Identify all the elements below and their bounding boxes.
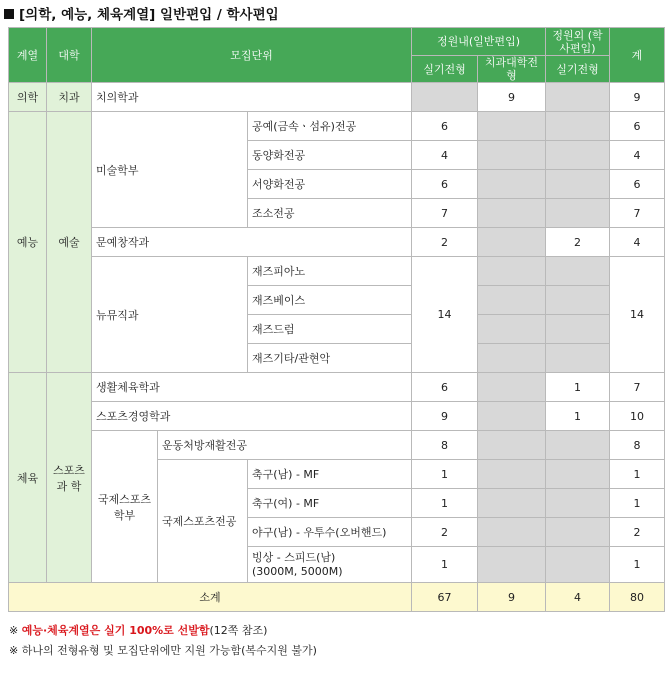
note-1-highlight: 예능·체육계열은 실기 100%로 선발함: [21, 624, 210, 637]
cell-empty: [546, 460, 610, 489]
cell-total: 8: [610, 431, 665, 460]
header-dental: 치과대학전형: [478, 56, 546, 83]
cell-empty: [478, 112, 546, 141]
cell-practical: 4: [412, 141, 478, 170]
subtotal-practical: 67: [412, 583, 478, 612]
cell-total: 4: [610, 228, 665, 257]
cell-practical: 2: [412, 518, 478, 547]
major-name: 서양화전공: [248, 170, 412, 199]
cell-practical: 9: [412, 402, 478, 431]
cell-practical: 6: [412, 170, 478, 199]
major-name: 동양화전공: [248, 141, 412, 170]
note-1: [9, 622, 267, 638]
cell-dental: 9: [478, 83, 546, 112]
table-row: [9, 83, 665, 112]
table-row: [9, 257, 665, 286]
table-row: [9, 431, 665, 460]
college-arts: 예술: [47, 112, 92, 373]
major-name: 재즈피아노: [248, 257, 412, 286]
cell-total: 2: [610, 518, 665, 547]
subtotal-total: 80: [610, 583, 665, 612]
cell-practical: 1: [412, 489, 478, 518]
major-name: 재즈베이스: [248, 286, 412, 315]
major-name: 공예(금속ㆍ섬유)전공: [248, 112, 412, 141]
cell-total: 1: [610, 489, 665, 518]
dept-life-sports: 생활체육학과: [92, 373, 412, 402]
dept-fine-art: 미술학부: [92, 112, 248, 228]
cell-total: 6: [610, 112, 665, 141]
cell-empty: [478, 199, 546, 228]
category-medicine: 의학: [9, 83, 47, 112]
note-1-prefix: ※: [9, 624, 22, 637]
header-quota-out: 정원외 (학사편입): [546, 28, 610, 56]
cell-empty: [546, 344, 610, 373]
cell-empty: [478, 402, 546, 431]
subtotal-dental: 9: [478, 583, 546, 612]
note-2: ※ 하나의 전형유형 및 모집단위에만 지원 가능함(복수지원 불가): [9, 644, 317, 657]
item-name: 축구(여) - MF: [248, 489, 412, 518]
cell-total: 9: [610, 83, 665, 112]
cell-total: 14: [610, 257, 665, 373]
header-unit: 모집단위: [92, 28, 412, 83]
cell-practical: 8: [412, 431, 478, 460]
note-1-rest: (12쪽 참조): [209, 624, 268, 637]
cell-empty: [412, 83, 478, 112]
dept-dentistry: 치의학과: [92, 83, 412, 112]
admission-table: [8, 27, 665, 612]
major-intl-sports: 국제스포츠전공: [158, 460, 248, 583]
item-name-line2: (3000M, 5000M): [252, 564, 343, 578]
cell-empty: [478, 286, 546, 315]
subtotal-row: [9, 583, 665, 612]
cell-practical: 1: [412, 460, 478, 489]
cell-empty: [546, 315, 610, 344]
cell-practical: 1: [412, 547, 478, 583]
cell-empty: [546, 547, 610, 583]
cell-empty: [478, 315, 546, 344]
cell-empty: [478, 373, 546, 402]
cell-empty: [478, 489, 546, 518]
page-title: [4, 3, 279, 23]
header-quota-in: 정원내(일반편입): [412, 28, 546, 56]
cell-empty: [478, 141, 546, 170]
cell-empty: [546, 141, 610, 170]
cell-practical: 14: [412, 257, 478, 373]
cell-total: 1: [610, 460, 665, 489]
cell-total: 7: [610, 373, 665, 402]
college-dental: 치과: [47, 83, 92, 112]
cell-empty: [546, 170, 610, 199]
cell-empty: [546, 83, 610, 112]
cell-empty: [546, 518, 610, 547]
cell-empty: [478, 344, 546, 373]
cell-total: 10: [610, 402, 665, 431]
category-sports: 체육: [9, 373, 47, 583]
header-category: 계열: [9, 28, 47, 83]
header-college: 대학: [47, 28, 92, 83]
cell-empty: [546, 489, 610, 518]
cell-practical: 6: [412, 112, 478, 141]
cell-empty: [478, 170, 546, 199]
cell-extra: 1: [546, 402, 610, 431]
cell-empty: [478, 228, 546, 257]
cell-empty: [478, 257, 546, 286]
cell-total: 1: [610, 547, 665, 583]
cell-empty: [546, 431, 610, 460]
item-name: [248, 547, 412, 583]
dept-new-music: 뉴뮤직과: [92, 257, 248, 373]
subtotal-extra: 4: [546, 583, 610, 612]
major-name: 재즈드럼: [248, 315, 412, 344]
subtotal-label: 소계: [9, 583, 412, 612]
cell-empty: [478, 431, 546, 460]
item-name-line1: 빙상 - 스피드(남): [252, 550, 336, 564]
item-name: 축구(남) - MF: [248, 460, 412, 489]
major-name: 재즈기타/관현악: [248, 344, 412, 373]
cell-total: 6: [610, 170, 665, 199]
major-name: 조소전공: [248, 199, 412, 228]
cell-practical: 2: [412, 228, 478, 257]
header-total: 계: [610, 28, 665, 83]
cell-empty: [478, 547, 546, 583]
table-row: [9, 402, 665, 431]
cell-empty: [546, 257, 610, 286]
cell-empty: [478, 518, 546, 547]
header-practical: 실기전형: [412, 56, 478, 83]
dept-intl-sports: 국제스포츠 학부: [92, 431, 158, 583]
dept-sports-mgmt: 스포츠경영학과: [92, 402, 412, 431]
cell-empty: [546, 286, 610, 315]
table-row: [9, 112, 665, 141]
cell-practical: 6: [412, 373, 478, 402]
cell-extra: 1: [546, 373, 610, 402]
table-row: [9, 228, 665, 257]
page-title-text: [의학, 예능, 체육계열] 일반편입 / 학사편입: [19, 7, 279, 23]
category-arts: 예능: [9, 112, 47, 373]
cell-extra: 2: [546, 228, 610, 257]
cell-practical: 7: [412, 199, 478, 228]
cell-empty: [478, 460, 546, 489]
cell-empty: [546, 112, 610, 141]
cell-empty: [546, 199, 610, 228]
table-row: [9, 373, 665, 402]
cell-total: 7: [610, 199, 665, 228]
cell-total: 4: [610, 141, 665, 170]
college-sports: 스포츠 과 학: [47, 373, 92, 583]
square-bullet-icon: [4, 9, 14, 19]
dept-creative-writing: 문예창작과: [92, 228, 412, 257]
item-name: 야구(남) - 우투수(오버핸드): [248, 518, 412, 547]
header-practical2: 실기전형: [546, 56, 610, 83]
major-rehab: 운동처방재활전공: [158, 431, 412, 460]
